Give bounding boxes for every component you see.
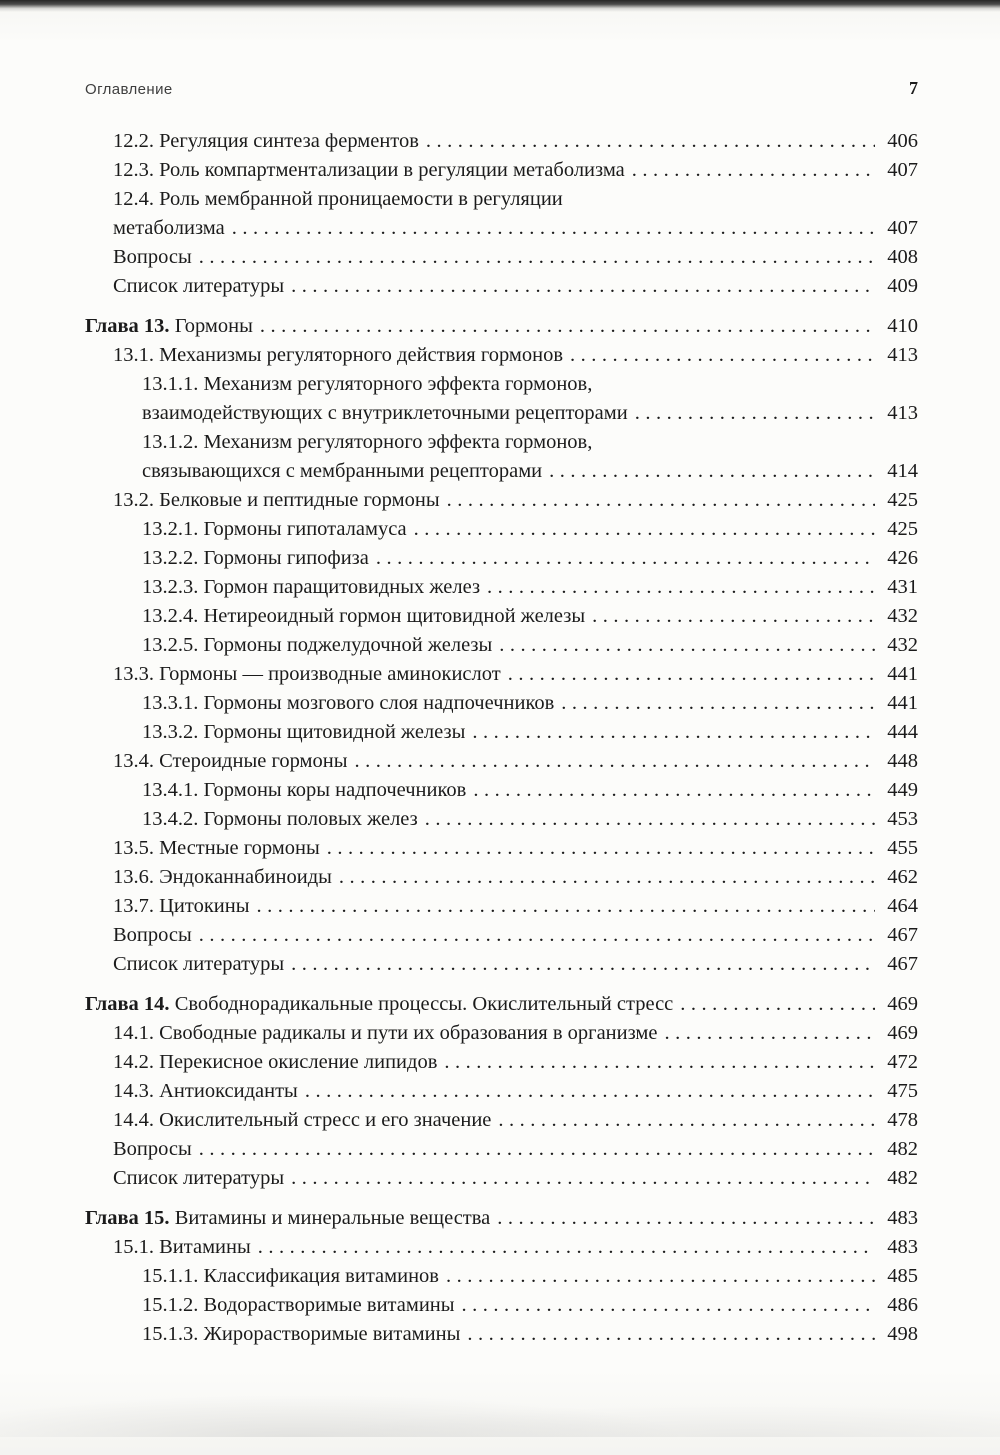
dot-leader [291,1164,875,1193]
toc-entry [142,1262,918,1291]
dot-leader [473,776,875,805]
dot-leader [447,486,875,515]
toc-line [85,312,918,341]
entry-title: 14.1. Свободные радикалы и пути их образования в организме [113,1022,658,1044]
page-curl-shadow [0,1377,1000,1437]
toc-entry [113,341,918,370]
entry-title: 13.1.1. Механизм регуляторного эффекта гормонов, [142,373,593,395]
dot-leader [561,689,875,718]
dot-leader [680,990,875,1019]
toc-line [142,573,918,602]
entry-page-number: 408 [887,246,918,268]
toc-line [113,243,918,272]
entry-page-number: 467 [887,924,918,946]
toc-line [142,370,918,399]
entry-title: Список литературы [113,275,285,297]
toc-entry [142,515,918,544]
toc-line [142,428,918,457]
entry-page-number: 467 [887,953,918,975]
entry-page-number: 431 [887,576,918,598]
dot-leader [498,1106,875,1135]
entry-title: Список литературы [113,953,285,975]
entry-title: Вопросы [113,246,192,268]
toc-line [142,776,918,805]
dot-leader [570,341,875,370]
entry-page-number: 455 [887,837,918,859]
entry-title: 13.3. Гормоны — производные аминокислот [113,663,501,685]
toc-line [113,1164,918,1193]
entry-page-number: 469 [887,993,918,1015]
entry-page-number: 482 [887,1138,918,1160]
toc-line [142,805,918,834]
entry-title: взаимодействующих с внутриклеточными рецепторами [142,402,628,424]
toc-entry [113,1019,918,1048]
toc-line [113,272,918,301]
entry-title: 13.6. Эндоканнабиноиды [113,866,332,888]
entry-page-number: 413 [887,402,918,424]
entry-title: 13.5. Местные гормоны [113,837,320,859]
entry-page-number: 448 [887,750,918,772]
toc-entry [142,689,918,718]
toc-line [142,718,918,747]
entry-title: Глава 15. Витамины и минеральные вещества [85,1207,491,1229]
dot-leader [258,1233,875,1262]
toc-entry [113,1077,918,1106]
toc-entry [113,921,918,950]
toc-chapter-entry [85,1204,918,1233]
entry-title: 15.1.2. Водорастворимые витамины [142,1294,455,1316]
entry-page-number: 414 [887,460,918,482]
dot-leader [472,718,875,747]
entry-title: 14.2. Перекисное окисление липидов [113,1051,438,1073]
toc-line [113,863,918,892]
entry-page-number: 425 [887,518,918,540]
dot-leader [487,573,875,602]
toc-entry [113,1233,918,1262]
dot-leader [291,950,875,979]
running-head [85,78,918,99]
toc-line [142,515,918,544]
entry-title: 15.1.3. Жирорастворимые витамины [142,1323,461,1345]
entry-page-number: 444 [887,721,918,743]
entry-title: 13.2. Белковые и пептидные гормоны [113,489,440,511]
entry-page-number: 462 [887,866,918,888]
dot-leader [592,602,875,631]
entry-title: 13.2.5. Гормоны поджелудочной железы [142,634,493,656]
toc-line [142,457,918,486]
dot-leader [549,457,875,486]
entry-title: 12.3. Роль компартментализации в регуляции метаболизма [113,159,625,181]
toc-entry [113,243,918,272]
toc-entry [113,185,918,243]
toc-line [113,950,918,979]
toc-line [142,602,918,631]
chapter-label: Глава 14. [85,993,170,1015]
entry-page-number: 426 [887,547,918,569]
entry-page-number: 483 [887,1207,918,1229]
entry-page-number: 486 [887,1294,918,1316]
toc-entry [113,892,918,921]
toc-chapter-entry [85,990,918,1019]
dot-leader [462,1291,875,1320]
dot-leader [425,805,875,834]
entry-page-number: 432 [887,605,918,627]
toc-entry [113,1164,918,1193]
entry-page-number: 441 [887,692,918,714]
toc-entry [113,1106,918,1135]
entry-page-number: 464 [887,895,918,917]
entry-title: Вопросы [113,924,192,946]
toc-list [85,127,918,1349]
dot-leader [444,1048,875,1077]
toc-line [113,1135,918,1164]
entry-title: 14.4. Окислительный стресс и его значение [113,1109,492,1131]
toc-line [142,631,918,660]
toc-entry [142,776,918,805]
entry-title: Список литературы [113,1167,285,1189]
toc-chapter-entry [85,312,918,341]
dot-leader [232,214,875,243]
toc-line [142,1262,918,1291]
toc-line [113,156,918,185]
toc-entry [142,602,918,631]
entry-title: 12.2. Регуляция синтеза ферментов [113,130,419,152]
entry-page-number: 498 [887,1323,918,1345]
toc-line [113,1233,918,1262]
entry-title: 13.2.4. Нетиреоидный гормон щитовидной железы [142,605,586,627]
dot-leader [305,1077,875,1106]
toc-line [142,689,918,718]
dot-leader [291,272,875,301]
entry-title: 15.1. Витамины [113,1236,251,1258]
toc-entry [113,272,918,301]
toc-entry [142,1320,918,1349]
toc-line [142,399,918,428]
entry-page-number: 449 [887,779,918,801]
entry-page-number: 483 [887,1236,918,1258]
toc-entry [113,747,918,776]
entry-title: Глава 14. Свободнорадикальные процессы. Окислительный стресс [85,993,674,1015]
page-number: 7 [909,78,918,98]
entry-page-number: 407 [887,217,918,239]
toc-line [113,486,918,515]
toc-line [113,747,918,776]
dot-leader [199,1135,875,1164]
toc-entry [113,863,918,892]
toc-line [85,990,918,1019]
toc-entry [113,486,918,515]
dot-leader [199,243,875,272]
toc-line [113,834,918,863]
toc-entry [142,718,918,747]
entry-title: 13.7. Цитокины [113,895,250,917]
entry-title: метаболизма [113,217,225,239]
toc-entry [113,1135,918,1164]
entry-title: Вопросы [113,1138,192,1160]
toc-line [113,1077,918,1106]
entry-title: 12.4. Роль мембранной проницаемости в регуляции [113,188,563,210]
toc-line [85,1204,918,1233]
entry-page-number: 485 [887,1265,918,1287]
entry-page-number: 432 [887,634,918,656]
toc-entry [142,428,918,486]
dot-leader [199,921,875,950]
toc-entry [113,127,918,156]
entry-page-number: 475 [887,1080,918,1102]
toc-line [113,341,918,370]
entry-page-number: 409 [887,275,918,297]
dot-leader [414,515,875,544]
toc-entry [142,370,918,428]
toc-entry [142,544,918,573]
dot-leader [467,1320,875,1349]
dot-leader [426,127,875,156]
entry-title: 13.2.2. Гормоны гипофиза [142,547,369,569]
chapter-label: Глава 15. [85,1207,170,1229]
toc-line [142,544,918,573]
dot-leader [376,544,875,573]
dot-leader [260,312,875,341]
entry-page-number: 410 [887,315,918,337]
entry-page-number: 406 [887,130,918,152]
toc-line [113,185,918,214]
toc-entry [142,573,918,602]
dot-leader [339,863,875,892]
toc-line [113,127,918,156]
toc-entry [113,660,918,689]
toc-line [113,1048,918,1077]
entry-page-number: 413 [887,344,918,366]
entry-title: 14.3. Антиоксиданты [113,1080,298,1102]
toc-entry [113,156,918,185]
toc-entry [142,1291,918,1320]
toc-entry [113,1048,918,1077]
entry-page-number: 472 [887,1051,918,1073]
dot-leader [499,631,875,660]
dot-leader [635,399,875,428]
entry-page-number: 482 [887,1167,918,1189]
toc-line [113,660,918,689]
entry-page-number: 407 [887,159,918,181]
entry-page-number: 441 [887,663,918,685]
dot-leader [257,892,875,921]
entry-page-number: 453 [887,808,918,830]
entry-title: 13.3.2. Гормоны щитовидной железы [142,721,466,743]
entry-title: 13.3.1. Гормоны мозгового слоя надпочечников [142,692,555,714]
toc-line [142,1291,918,1320]
running-head-title: Оглавление [85,81,173,98]
entry-title: 13.4.2. Гормоны половых желез [142,808,418,830]
toc-entry [113,950,918,979]
entry-title: 13.4. Стероидные гормоны [113,750,348,772]
entry-title: 13.1. Механизмы регуляторного действия гормонов [113,344,564,366]
dot-leader [497,1204,875,1233]
entry-title: 13.4.1. Гормоны коры надпочечников [142,779,467,801]
toc-line [113,1106,918,1135]
toc-entry [142,631,918,660]
dot-leader [632,156,875,185]
dot-leader [665,1019,876,1048]
toc-line [113,921,918,950]
toc-entry [113,834,918,863]
toc-entry [142,805,918,834]
dot-leader [508,660,875,689]
toc-line [142,1320,918,1349]
entry-title: связывающихся с мембранными рецепторами [142,460,543,482]
entry-page-number: 469 [887,1022,918,1044]
entry-title: 15.1.1. Классификация витаминов [142,1265,439,1287]
entry-page-number: 425 [887,489,918,511]
toc-line [113,1019,918,1048]
entry-title: Глава 13. Гормоны [85,315,253,337]
toc-line [113,892,918,921]
toc-line [113,214,918,243]
entry-page-number: 478 [887,1109,918,1131]
dot-leader [446,1262,875,1291]
chapter-label: Глава 13. [85,315,170,337]
entry-title: 13.2.1. Гормоны гипоталамуса [142,518,407,540]
entry-title: 13.1.2. Механизм регуляторного эффекта гормонов, [142,431,593,453]
dot-leader [355,747,875,776]
entry-title: 13.2.3. Гормон паращитовидных желез [142,576,481,598]
dot-leader [327,834,875,863]
